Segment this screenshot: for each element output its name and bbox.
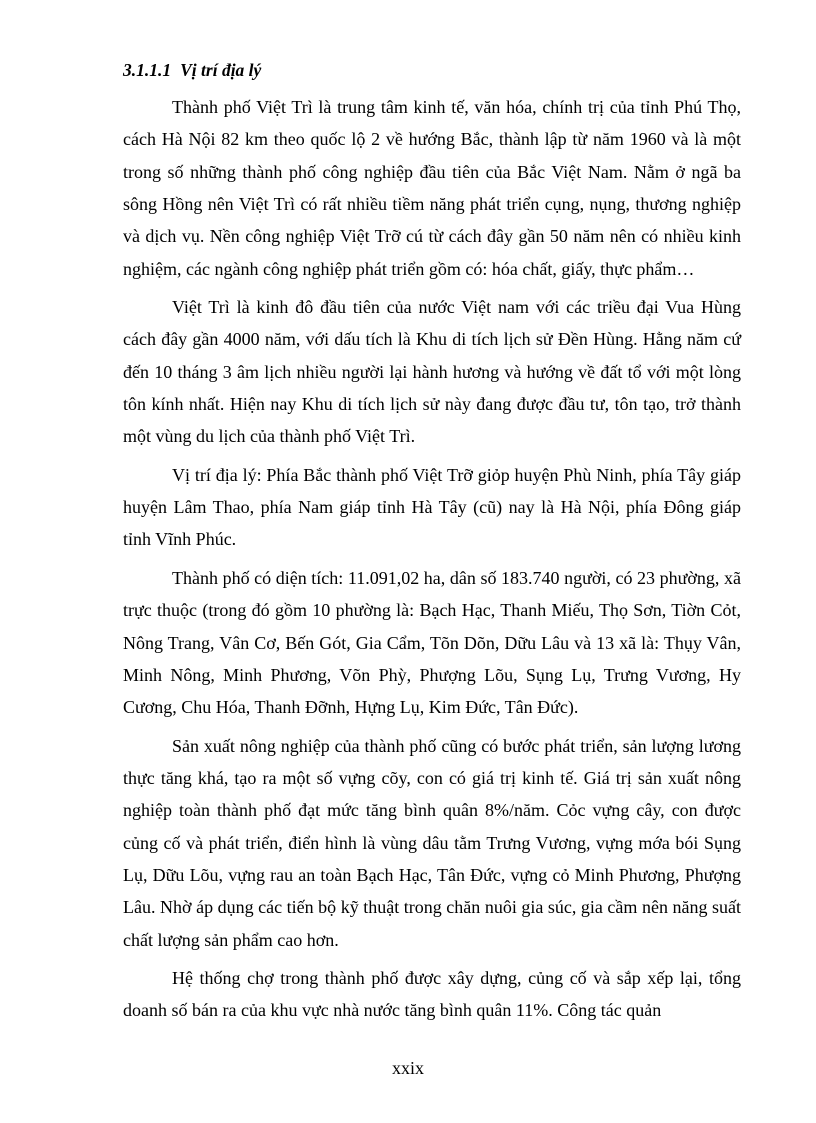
paragraph-city-overview: Thành phố Việt Trì là trung tâm kinh tế, văn hóa, chính trị của tỉnh Phú Thọ, cách Hà Nội 82 km theo quốc lộ 2 về hướng Bắc, thành lập từ năm 1960 và là một trong số những thành phố công nghiệp đầu tiên của Bắc Việt Nam. Nằm ở ngã ba sông Hồng nên Việt Trì có rất nhiều tiềm năng phát triển cụng, nụng, thương nghiệp và dịch vụ. Nền công nghiệp Việt Trỡ cú từ cách đây gần 50 năm nên có nhiều kinh nghiệm, các ngành công nghiệp phát triển gồm có: hóa chất, giấy, thực phẩm…: [123, 97, 741, 279]
section-title: Vị trí địa lý: [180, 60, 262, 80]
paragraph-area-population: Thành phố có diện tích: 11.091,02 ha, dân số 183.740 người, có 23 phường, xã trực thuộc (trong đó gồm 10 phường là: Bạch Hạc, Thanh Miếu, Thọ Sơn, Tiờn Cỏt, Nông Trang, Vân Cơ, Bến Gót, Gia Cẩm, Tõn Dõn, Dữu Lâu và 13 xã là: Thụy Vân, Minh Nông, Minh Phương, Võn Phỳ, Phượng Lõu, Sụng Lụ, Trưng Vương, Hy Cương, Chu Hóa, Thanh Đỡnh, Hựng Lụ, Kim Đức, Tân Đức).: [123, 567, 741, 718]
paragraph-agriculture: Sản xuất nông nghiệp của thành phố cũng có bước phát triển, sản lượng lương thực tăng khá, tạo ra một số vựng cõy, con có giá trị kinh tế. Giá trị sản xuất nông nghiệp toàn thành phố đạt mức tăng bình quân 8%/năm. Cỏc vựng cây, con được củng cố và phát triển, điển hình là vùng dâu tằm Trưng Vương, vựng mớa bói Sụng Lụ, Dữu Lõu, vựng rau an toàn Bạch Hạc, Tân Đức, vựng cỏ Minh Phương, Phượng Lâu. Nhờ áp dụng các tiến bộ kỹ thuật trong chăn nuôi gia súc, gia cầm nên năng suất chất lượng sản phẩm cao hơn.: [123, 735, 741, 950]
section-number: 3.1.1.1: [123, 60, 172, 80]
body-text: [123, 91, 741, 1033]
section-heading: [123, 60, 261, 81]
page-number: xxix: [391, 1058, 424, 1078]
paragraph-markets: Hệ thống chợ trong thành phố được xây dựng, củng cố và sắp xếp lại, tổng doanh số bán ra của khu vực nhà nước tăng bình quân 11%. Công tác quản: [123, 967, 741, 1021]
paragraph-location: Vị trí địa lý: Phía Bắc thành phố Việt Trỡ giỏp huyện Phù Ninh, phía Tây giáp huyện Lâm Thao, phía Nam giáp tỉnh Hà Tây (cũ) nay là Hà Nội, phía Đông giáp tỉnh Vĩnh Phúc.: [123, 464, 741, 550]
paragraph-history: Việt Trì là kinh đô đầu tiên của nước Việt nam với các triều đại Vua Hùng cách đây gần 4000 năm, với dấu tích là Khu di tích lịch sử Đền Hùng. Hằng năm cứ đến 10 tháng 3 âm lịch nhiều người lại hành hương và hướng về đất tổ với một lòng tôn kính nhất. Hiện nay Khu di tích lịch sử này đang được đầu tư, tôn tạo, trở thành một vùng du lịch của thành phố Việt Trì.: [123, 297, 741, 447]
